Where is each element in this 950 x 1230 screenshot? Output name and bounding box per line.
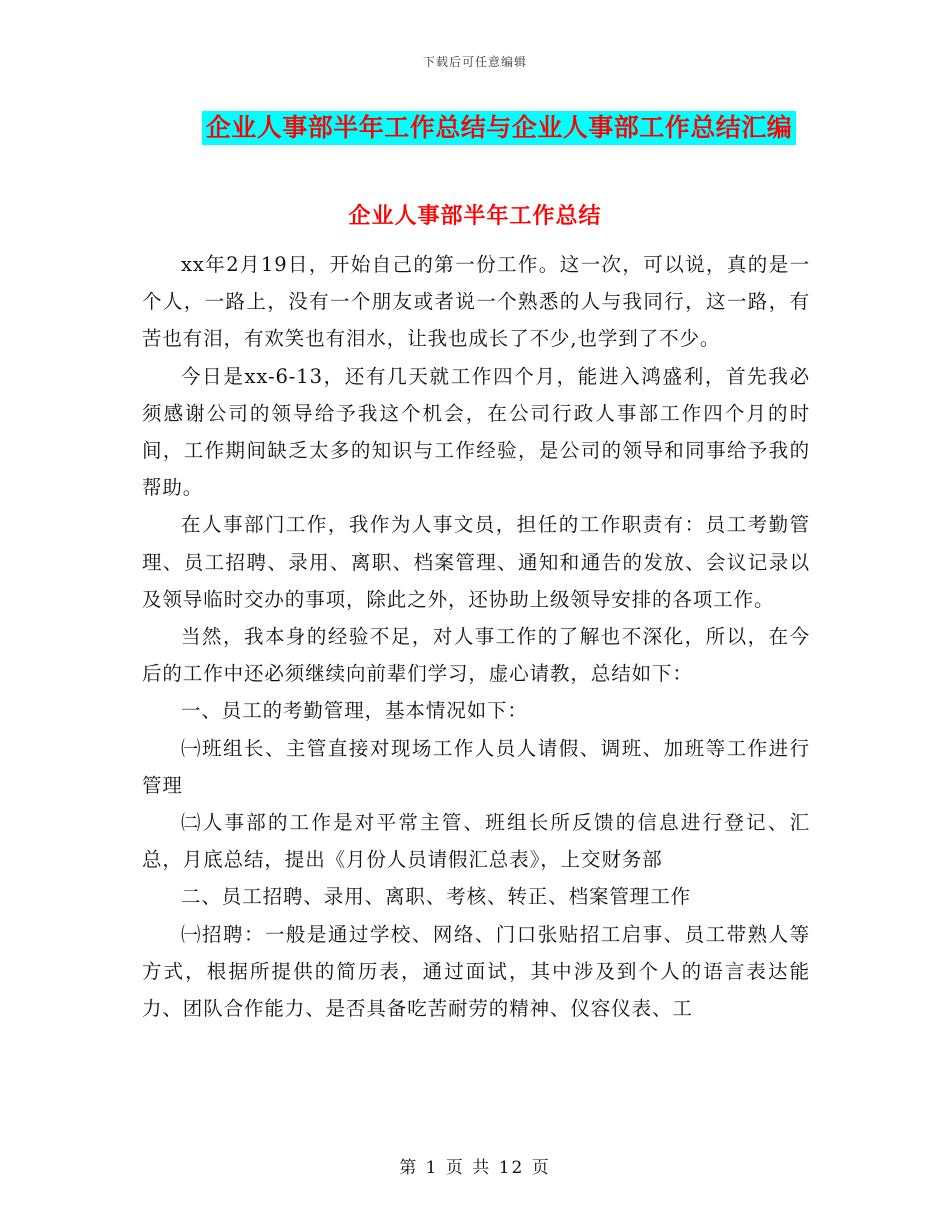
paragraph: 在人事部门工作，我作为人事文员，担任的工作职责有：员工考勤管理、员工招聘、录用、离职、档案管理、通知和通告的发放、会议记录以及领导临时交办的事项，除此之外，还协助上级领导安排的各项工作。 (142, 513, 810, 611)
page-number-footer: 第 1 页 共 12 页 (399, 1158, 551, 1178)
main-title: 企业人事部半年工作总结与企业人事部工作总结汇编 (202, 111, 797, 145)
paragraph: 今日是xx-6-13，还有几天就工作四个月，能进入鸿盛利，首先我必须感谢公司的领导给予我这个机会，在公司行政人事部工作四个月的时间，工作期间缺乏太多的知识与工作经验，是公司的领导和同事给予我的帮助。 (142, 364, 810, 500)
paragraph: 当然，我本身的经验不足，对人事工作的了解也不深化，所以，在今后的工作中还必须继续向前辈们学习，虚心请教，总结如下： (142, 625, 810, 686)
section-title: 企业人事部半年工作总结 (348, 203, 602, 229)
paragraph: ㈠班组长、主管直接对现场工作人员人请假、调班、加班等工作进行管理 (142, 736, 810, 797)
paragraph: 二、员工招聘、录用、离职、考核、转正、档案管理工作 (181, 885, 692, 909)
main-title-container (194, 110, 804, 146)
paragraph: ㈡人事部的工作是对平常主管、班组长所反馈的信息进行登记、汇总，月底总结，提出《月份人员请假汇总表》，上交财务部 (142, 811, 810, 872)
header-note: 下载后可任意编辑 (422, 55, 527, 69)
body-text (142, 246, 810, 1027)
paragraph: 一、员工的考勤管理，基本情况如下： (181, 699, 528, 723)
paragraph: xx年2月19日，开始自己的第一份工作。这一次，可以说，真的是一个人，一路上，没有一个朋友或者说一个熟悉的人与我同行，这一路，有苦也有泪，有欢笑也有泪水，让我也成长了不少,也学到了不少。 (142, 253, 810, 351)
paragraph: ㈠招聘：一般是通过学校、网络、门口张贴招工启事、员工带熟人等方式，根据所提供的简历表，通过面试，其中涉及到个人的语言表达能力、团队合作能力、是否具备吃苦耐劳的精神、仪容仪表、工 (142, 922, 810, 1021)
